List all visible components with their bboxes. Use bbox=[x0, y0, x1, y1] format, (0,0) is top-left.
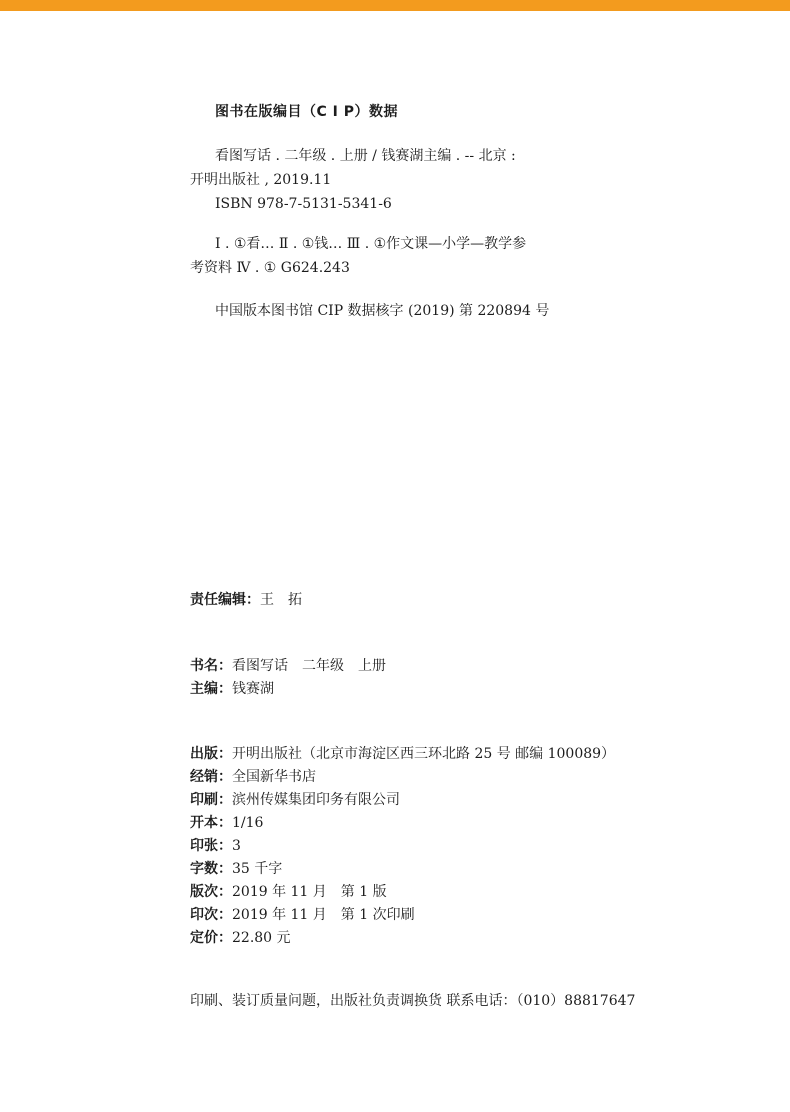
field-value: 钱赛湖 bbox=[232, 681, 274, 697]
book-title-row bbox=[190, 657, 386, 675]
chief-editor-row bbox=[190, 680, 274, 698]
field-label: 书名： bbox=[190, 658, 232, 674]
responsible-editor bbox=[190, 591, 302, 609]
printing-row bbox=[190, 906, 415, 924]
field-value: 滨州传媒集团印务有限公司 bbox=[232, 792, 400, 808]
field-value: 看图写话 二年级 上册 bbox=[232, 658, 386, 674]
cip-isbn: ISBN 978-7-5131-5341-6 bbox=[215, 196, 392, 212]
distributor-row bbox=[190, 768, 316, 786]
cip-line: 看图写话 . 二年级 . 上册 / 钱赛湖主编 . -- 北京 : bbox=[215, 148, 516, 164]
field-label: 开本： bbox=[190, 815, 232, 831]
sheets-row bbox=[190, 837, 241, 855]
printer-row bbox=[190, 791, 400, 809]
top-accent-bar bbox=[0, 0, 790, 11]
price-row bbox=[190, 929, 291, 947]
edition-row bbox=[190, 883, 387, 901]
field-label: 出版： bbox=[190, 746, 232, 762]
quality-notice: 印刷、装订质量问题，出版社负责调换货 联系电话：（010）88817647 bbox=[190, 993, 636, 1009]
field-label: 印刷： bbox=[190, 792, 232, 808]
field-label: 主编： bbox=[190, 681, 232, 697]
field-value: 开明出版社（北京市海淀区西三环北路 25 号 邮编 100089） bbox=[232, 746, 616, 762]
field-value: 35 千字 bbox=[232, 861, 283, 877]
field-label: 定价： bbox=[190, 930, 232, 946]
field-label: 字数： bbox=[190, 861, 232, 877]
publisher-row bbox=[190, 745, 615, 763]
cip-line: 开明出版社 , 2019.11 bbox=[190, 172, 332, 188]
field-label: 印张： bbox=[190, 838, 232, 854]
field-value: 王 拓 bbox=[260, 592, 302, 608]
cip-heading: 图书在版编目（C I P）数据 bbox=[215, 104, 398, 120]
field-value: 2019 年 11 月 第 1 版 bbox=[232, 884, 387, 900]
field-value: 22.80 元 bbox=[232, 930, 291, 946]
field-label: 经销： bbox=[190, 769, 232, 785]
cip-record-number: 中国版本图书馆 CIP 数据核字 (2019) 第 220894 号 bbox=[215, 303, 550, 319]
field-label: 版次： bbox=[190, 884, 232, 900]
field-value: 全国新华书店 bbox=[232, 769, 316, 785]
format-row bbox=[190, 814, 263, 832]
field-value: 1/16 bbox=[232, 815, 264, 831]
field-value: 3 bbox=[232, 838, 241, 854]
field-value: 2019 年 11 月 第 1 次印刷 bbox=[232, 907, 415, 923]
field-label: 责任编辑： bbox=[190, 592, 260, 608]
word-count-row bbox=[190, 860, 282, 878]
cip-classification: Ⅰ . ①看… Ⅱ . ①钱… Ⅲ . ①作文课—小学—教学参 bbox=[215, 236, 527, 252]
field-label: 印次： bbox=[190, 907, 232, 923]
cip-classification: 考资料 Ⅳ . ① G624.243 bbox=[190, 260, 350, 276]
